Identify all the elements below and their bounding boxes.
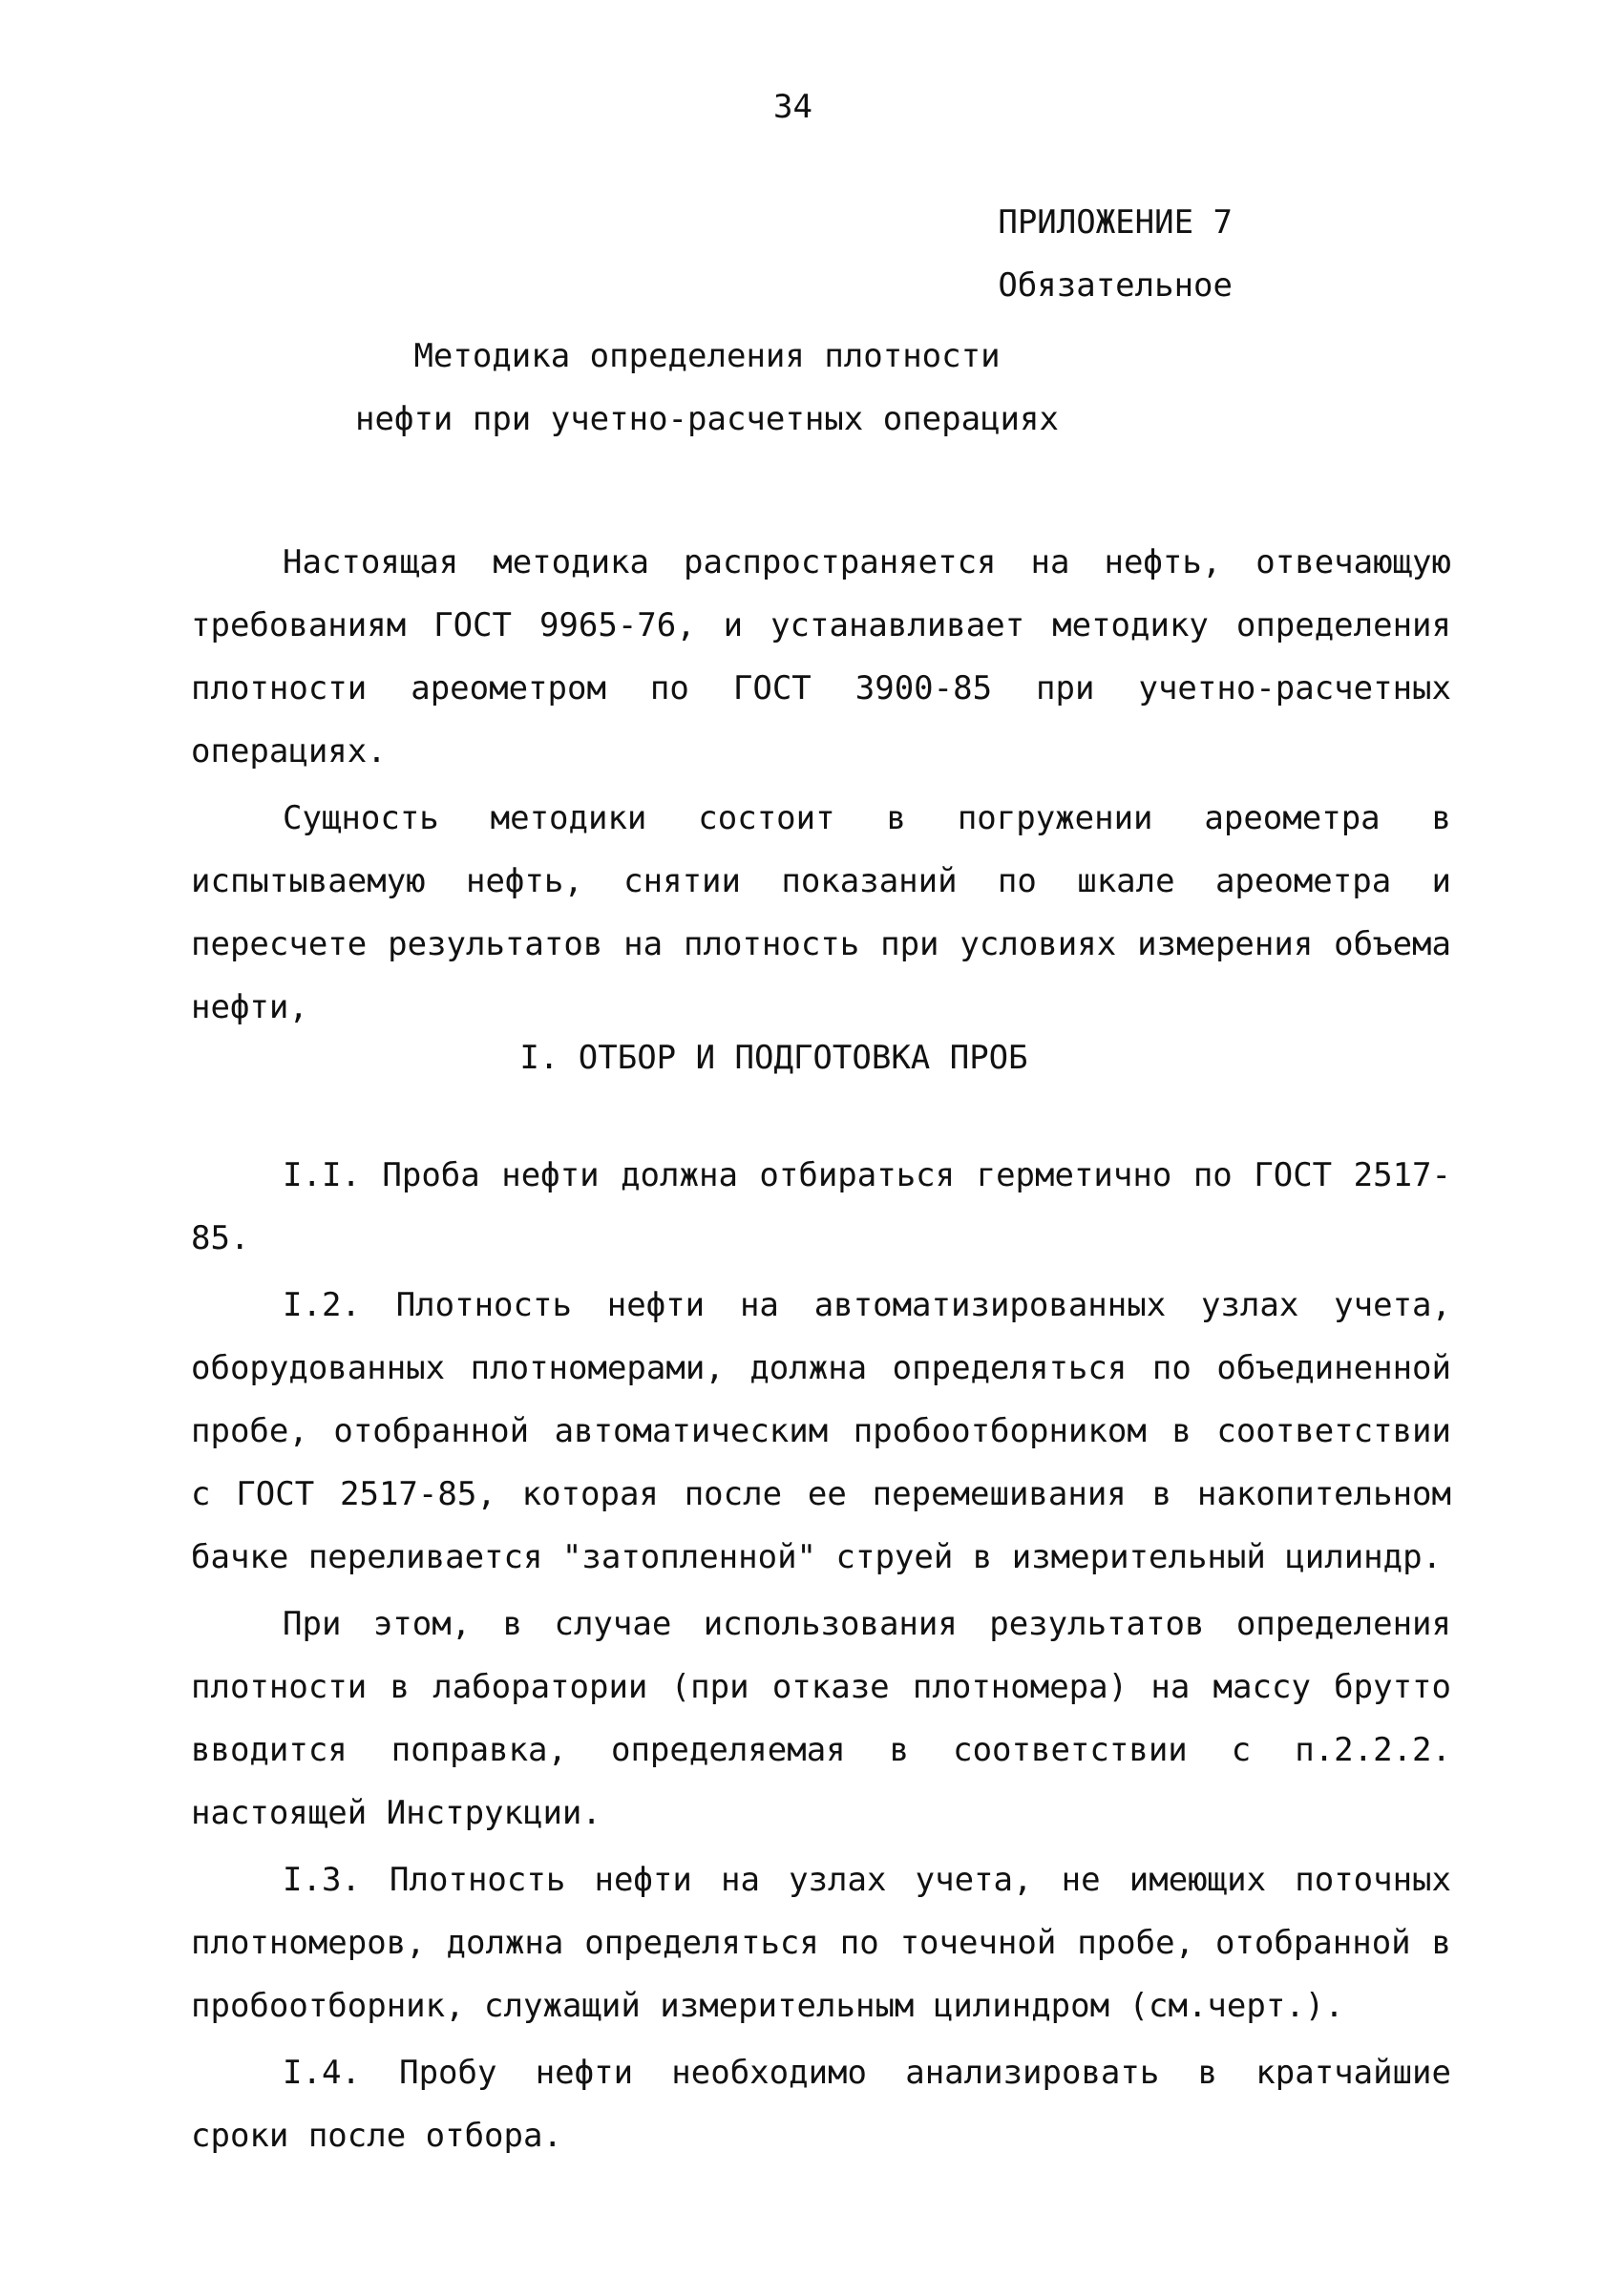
appendix-status: Обязательное <box>998 266 1233 305</box>
document-title <box>0 325 1519 451</box>
intro-section <box>191 531 1451 1039</box>
section-title: I. ОТБОР И ПОДГОТОВКА ПРОБ <box>519 1039 1028 1077</box>
title-line-2: нефти при учетно-расчетных операциях <box>355 400 1059 438</box>
appendix-label: ПРИЛОЖЕНИЕ 7 <box>998 203 1233 242</box>
intro-paragraph: Сущность методики состоит в погружении ареометра в испытываемую нефть, снятии показаний по шкале ареометра и пересчете результатов на плотность при условиях измерения объема нефти, <box>191 799 1451 1026</box>
title-line-1: Методика определения плотности <box>413 337 1001 375</box>
appendix-header <box>998 191 1233 317</box>
clause-paragraph: I.I. Проба нефти должна отбираться герметично по ГОСТ 2517-85. <box>191 1156 1451 1257</box>
clause-paragraph: I.4. Пробу нефти необходимо анализировать в кратчайшие сроки после отбора. <box>191 2054 1451 2155</box>
intro-paragraph: Настоящая методика распространяется на нефть, отвечающую требованиям ГОСТ 9965-76, и устанавливает методику определения плотности ареометром по ГОСТ 3900-85 при учетно-расчетных операциях. <box>191 543 1451 770</box>
clauses-section <box>191 1144 1451 2167</box>
page-number: 34 <box>773 88 812 126</box>
clause-paragraph: При этом, в случае использования результатов определения плотности в лаборатории (при отказе плотномера) на массу брутто вводится поправка, определяемая в соответствии с п.2.2.2. настоящей Инструкции. <box>191 1605 1451 1832</box>
clause-paragraph: I.3. Плотность нефти на узлах учета, не имеющих поточных плотномеров, должна определяться по точечной пробе, отобранной в пробоотборник, служащий измерительным цилиндром (см.черт.). <box>191 1861 1451 2025</box>
clause-paragraph: I.2. Плотность нефти на автоматизированных узлах учета, оборудованных плотномерами, должна определяться по объединенной пробе, отобранной автоматическим пробоотборником в соответствии с ГОСТ 2517-85, которая после ее перемешивания в накопительном бачке переливается "затопленной" струей в измерительный цилиндр. <box>191 1286 1451 1576</box>
